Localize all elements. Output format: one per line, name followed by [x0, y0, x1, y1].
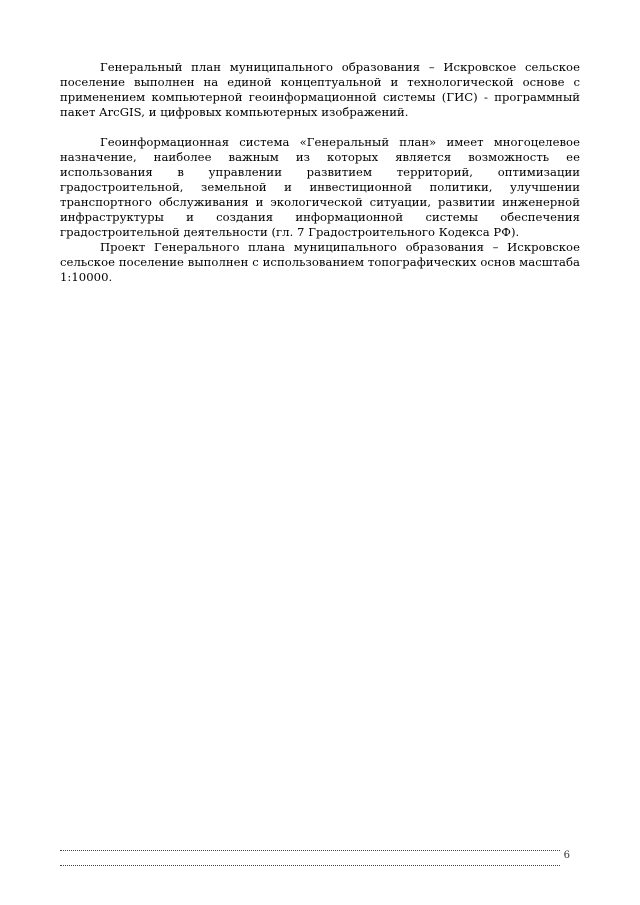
footer-rule-bottom [60, 865, 560, 866]
document-body [60, 60, 580, 285]
paragraph-topographic-basis: Проект Генерального плана муниципального образования – Искровское сельское поселение выполнен с использованием топографических основ масштаба 1:10000. [60, 240, 580, 284]
page-number: 6 [563, 850, 570, 861]
paragraph-gis-purpose: Геоинформационная система «Генеральный план» имеет многоцелевое назначение, наиболее важным из которых является возможность ее использования в управлении развитием территорий, оптимизации градостроительной, земельной и инвестиционной политики, улучшении транспортного обслуживания и экологической ситуации, развитии инженерной инфраструктуры и создания информационной системы обеспечения градостроительной деятельности (гл. 7 Градостроительного Кодекса РФ). [60, 135, 580, 239]
paragraph-gis-approach: Генеральный план муниципального образования – Искровское сельское поселение выполнен на единой концептуальной и технологической основе с применением компьютерной геоинформационной системы (ГИС) - программный пакет ArcGIS, и цифровых компьютерных изображений. [60, 60, 580, 119]
footer-rule-top [60, 850, 560, 851]
page-footer [60, 846, 580, 870]
